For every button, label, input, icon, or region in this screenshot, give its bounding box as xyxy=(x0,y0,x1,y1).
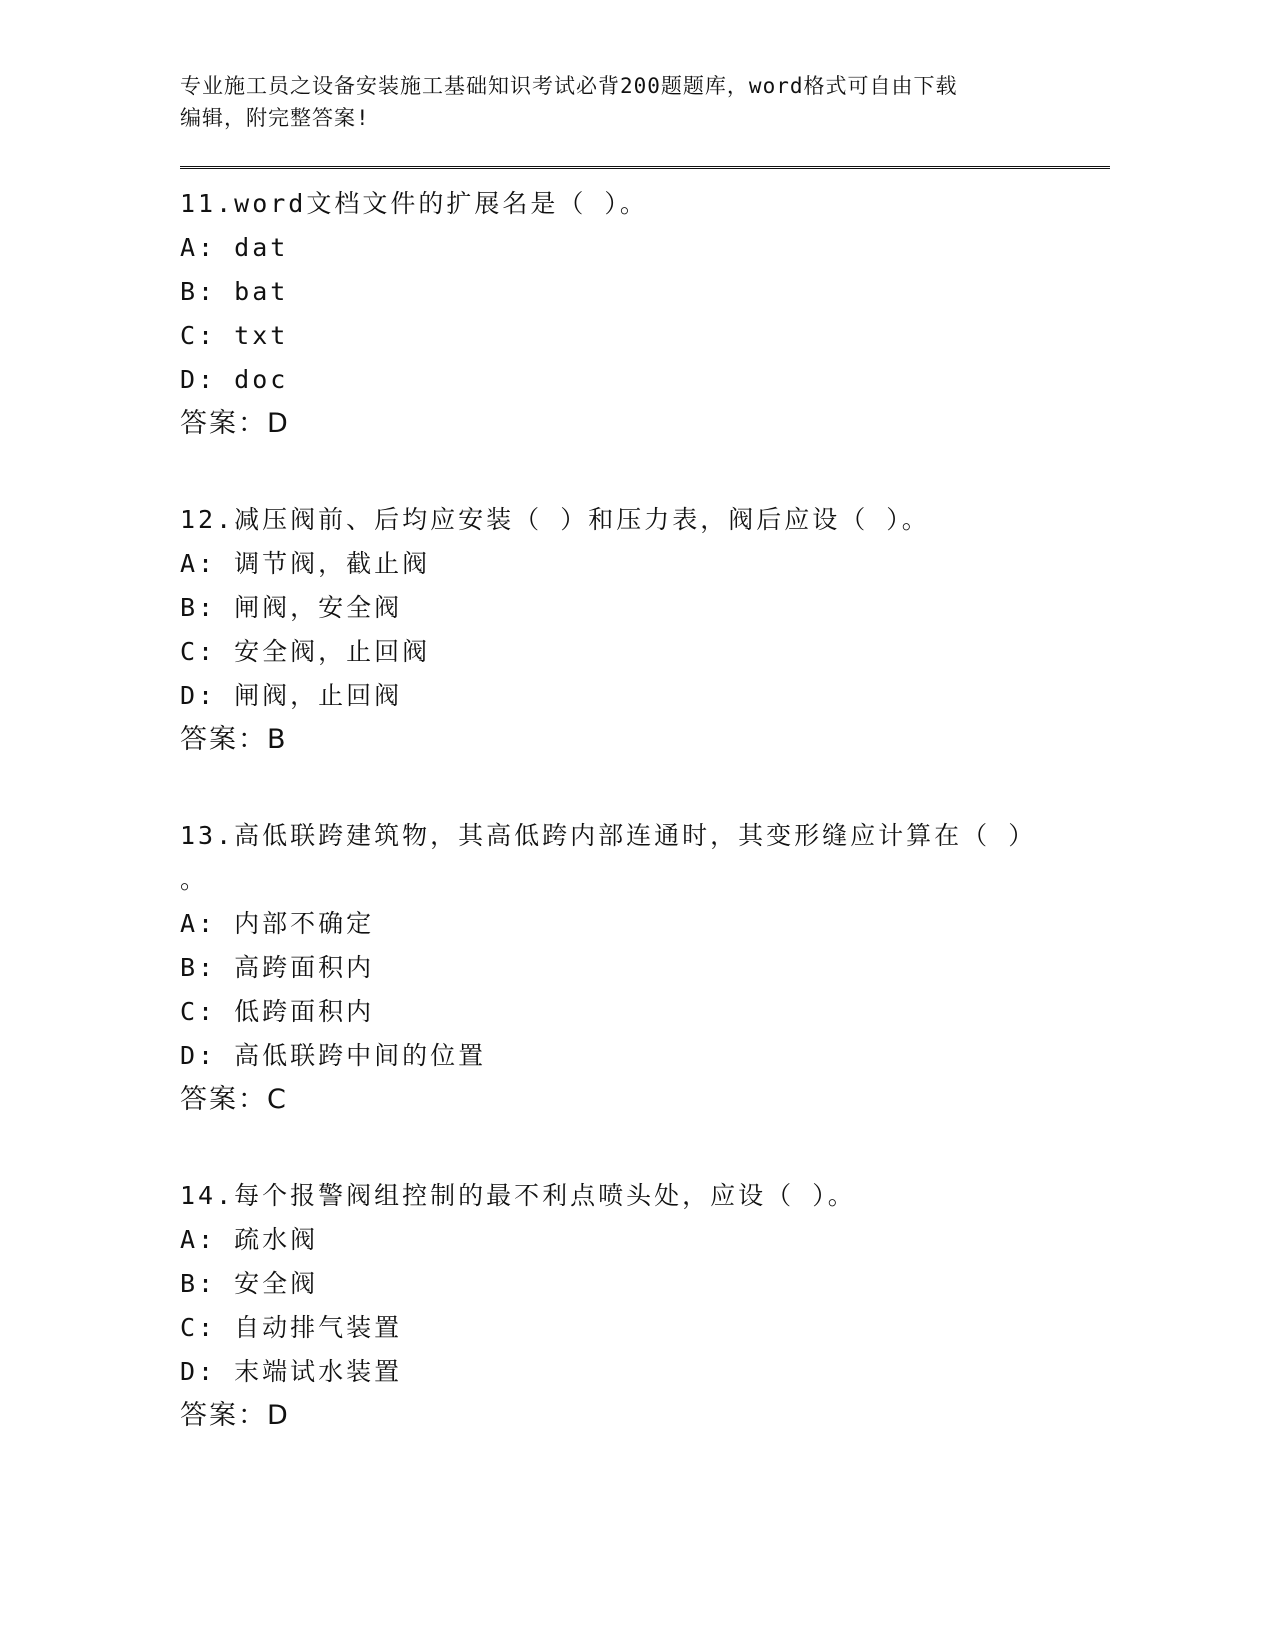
option-d: D: doc xyxy=(180,365,289,394)
option-a: A: dat xyxy=(180,233,289,262)
document-page xyxy=(180,70,1110,1438)
document-header xyxy=(180,70,1110,134)
header-divider xyxy=(180,166,1110,172)
option-a: A: 调节阀，截止阀 xyxy=(180,549,431,578)
option-d: D: 闸阀，止回阀 xyxy=(180,681,403,710)
option-d: D: 高低联跨中间的位置 xyxy=(180,1041,487,1070)
question-12 xyxy=(180,498,1110,762)
question-stem: 11.word文档文件的扩展名是（ ）。 xyxy=(180,189,648,218)
header-line-1: 专业施工员之设备安装施工基础知识考试必背200题题库，word格式可自由下载 xyxy=(180,74,958,98)
answer-label: 答案：C xyxy=(180,1084,288,1115)
answer-label: 答案：D xyxy=(180,1400,290,1431)
question-11 xyxy=(180,182,1110,446)
option-c: C: 安全阀，止回阀 xyxy=(180,637,431,666)
option-c: C: 自动排气装置 xyxy=(180,1313,403,1342)
option-b: B: bat xyxy=(180,277,289,306)
answer-label: 答案：B xyxy=(180,724,288,755)
option-a: A: 疏水阀 xyxy=(180,1225,319,1254)
option-b: B: 闸阀，安全阀 xyxy=(180,593,403,622)
option-d: D: 末端试水装置 xyxy=(180,1357,403,1386)
option-c: C: txt xyxy=(180,321,289,350)
question-stem: 14.每个报警阀组控制的最不利点喷头处，应设（ ）。 xyxy=(180,1181,856,1210)
option-c: C: 低跨面积内 xyxy=(180,997,375,1026)
question-stem-continuation: 。 xyxy=(180,865,209,894)
option-b: B: 高跨面积内 xyxy=(180,953,375,982)
answer-label: 答案：D xyxy=(180,408,290,439)
option-b: B: 安全阀 xyxy=(180,1269,319,1298)
header-line-2: 编辑，附完整答案! xyxy=(180,106,370,130)
question-13 xyxy=(180,814,1110,1122)
question-stem: 13.高低联跨建筑物，其高低跨内部连通时，其变形缝应计算在（ ） xyxy=(180,821,1037,850)
question-stem: 12.减压阀前、后均应安装（ ）和压力表，阀后应设（ ）。 xyxy=(180,505,930,534)
question-14 xyxy=(180,1174,1110,1438)
option-a: A: 内部不确定 xyxy=(180,909,375,938)
